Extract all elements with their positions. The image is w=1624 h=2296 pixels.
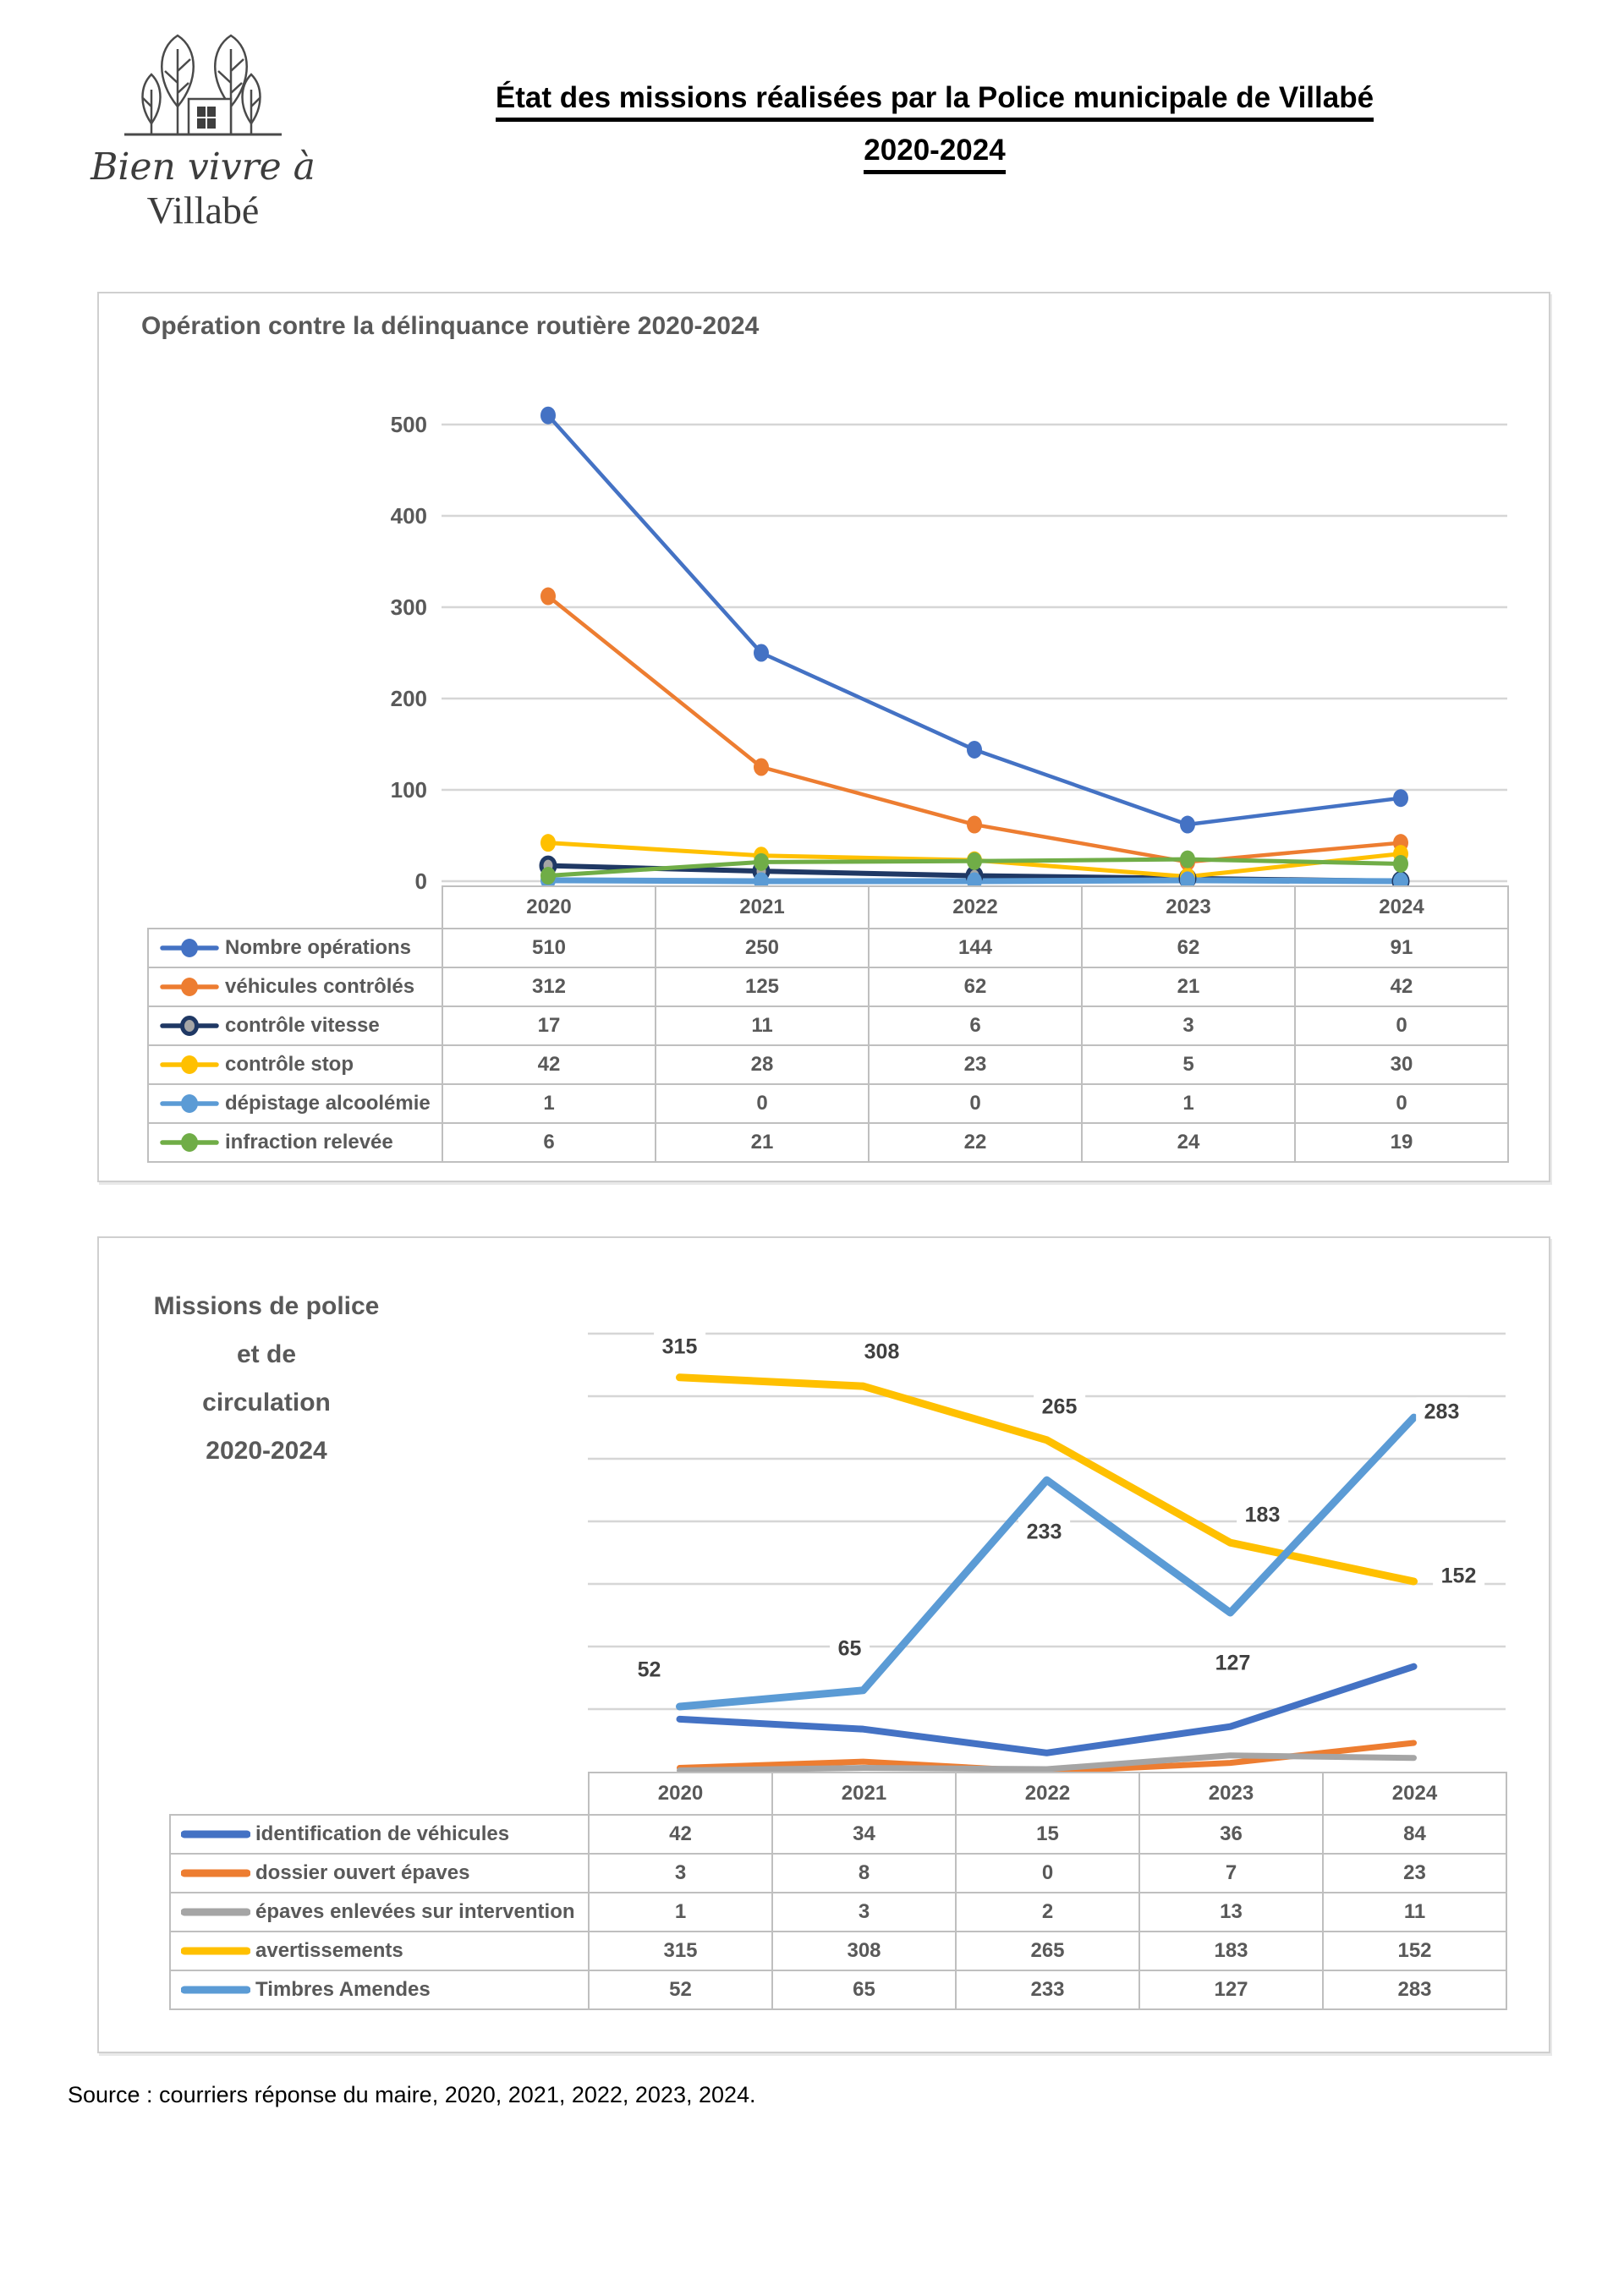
value-cell: 3: [1082, 1006, 1295, 1045]
villabe-logo: [72, 12, 343, 240]
table-row-3: [148, 1045, 1508, 1084]
value-cell: 42: [1295, 967, 1508, 1006]
value-cell: 13: [1139, 1893, 1323, 1932]
legend-label: avertissements: [255, 1939, 403, 1962]
value-cell: 91: [1295, 929, 1508, 967]
value-cell: 7: [1139, 1854, 1323, 1893]
data-point-label: 308: [856, 1338, 908, 1367]
source-note: Source : courriers réponse du maire, 2020, 2021, 2022, 2023, 2024.: [68, 2082, 756, 2107]
legend-item: [149, 1053, 442, 1077]
year-label: 2021: [656, 886, 869, 929]
y-axis-tick-label: 200: [390, 686, 427, 711]
legend-item: [171, 1900, 588, 1924]
value-cell: 17: [442, 1006, 656, 1045]
chart-card-missions: [97, 1236, 1550, 2053]
value-cell: 510: [442, 929, 656, 967]
value-cell: 0: [1295, 1006, 1508, 1045]
table-row-1: [148, 967, 1508, 1006]
legend-label: infraction relevée: [225, 1131, 393, 1153]
value-cell: 21: [656, 1123, 869, 1162]
legend-swatch-icon: [181, 1823, 250, 1845]
legend-label: épaves enlevées sur intervention: [255, 1900, 575, 1923]
y-axis-tick-label: 400: [390, 503, 427, 529]
value-cell: 1: [1082, 1084, 1295, 1123]
chart1-data-table: [147, 885, 1509, 1163]
value-cell: 125: [656, 967, 869, 1006]
value-cell: 8: [772, 1854, 956, 1893]
value-cell: 250: [656, 929, 869, 967]
legend-item: [171, 1822, 588, 1846]
data-point-label: 127: [1207, 1648, 1259, 1678]
value-cell: 24: [1082, 1123, 1295, 1162]
value-cell: 6: [442, 1123, 656, 1162]
chart2-title-line: Missions de police: [153, 1292, 380, 1320]
value-cell: 1: [442, 1084, 656, 1123]
legend-swatch-icon: [159, 937, 220, 959]
value-cell: 312: [442, 967, 656, 1006]
year-label: 2023: [1082, 886, 1295, 929]
legend-item: [149, 975, 442, 999]
year-label: 2022: [956, 1773, 1139, 1815]
data-point-label: 265: [1034, 1392, 1086, 1422]
value-cell: 2: [956, 1893, 1139, 1932]
table-row-1: [170, 1854, 1506, 1893]
legend-swatch-icon: [159, 1054, 220, 1076]
data-point-label: 233: [1018, 1518, 1071, 1548]
logo-text-line1: Bien vivre à: [91, 145, 315, 189]
data-point-marker: [540, 588, 556, 606]
table-row-4: [170, 1970, 1506, 2009]
legend-item: [171, 1861, 588, 1885]
legend-item: [149, 1014, 442, 1038]
legend-item: [171, 1939, 588, 1963]
data-point-label: 65: [830, 1634, 870, 1663]
value-cell: 65: [772, 1970, 956, 2009]
value-cell: 0: [869, 1084, 1082, 1123]
year-label: 2024: [1323, 1773, 1506, 1815]
series-line-0: [548, 415, 1401, 825]
table-row-4: [148, 1084, 1508, 1123]
value-cell: 3: [772, 1893, 956, 1932]
table-row-0: [170, 1815, 1506, 1854]
data-point-marker: [1393, 789, 1408, 807]
value-cell: 152: [1323, 1932, 1506, 1970]
data-point-marker: [967, 741, 982, 759]
y-axis-tick-label: 100: [390, 777, 427, 803]
page-title-line1: État des missions réalisées par la Police municipale de Villabé: [496, 83, 1374, 122]
year-label: 2020: [589, 1773, 772, 1815]
value-cell: 42: [442, 1045, 656, 1084]
chart2-data-table: [169, 1772, 1507, 2010]
chart2-title-line: et de: [236, 1340, 297, 1368]
legend-item: [171, 1978, 588, 2002]
value-cell: 265: [956, 1932, 1139, 1970]
value-cell: 28: [656, 1045, 869, 1084]
value-cell: 0: [656, 1084, 869, 1123]
value-cell: 233: [956, 1970, 1139, 2009]
value-cell: 23: [869, 1045, 1082, 1084]
value-cell: 23: [1323, 1854, 1506, 1893]
value-cell: 127: [1139, 1970, 1323, 2009]
data-point-marker: [754, 853, 769, 871]
year-header-row: [148, 886, 1508, 929]
value-cell: 0: [956, 1854, 1139, 1893]
legend-label: dossier ouvert épaves: [255, 1861, 470, 1884]
value-cell: 3: [589, 1854, 772, 1893]
legend-label: Timbres Amendes: [255, 1978, 431, 2001]
legend-label: dépistage alcoolémie: [225, 1092, 431, 1115]
legend-swatch-icon: [159, 1132, 220, 1153]
legend-label: Nombre opérations: [225, 936, 412, 959]
page-title: [347, 83, 1522, 174]
logo-graphic: [72, 12, 343, 240]
legend-swatch-icon: [181, 1940, 250, 1962]
data-point-marker: [540, 407, 556, 425]
data-point-label: 52: [629, 1655, 670, 1685]
chart2-title-line: 2020-2024: [206, 1437, 327, 1465]
value-cell: 308: [772, 1932, 956, 1970]
value-cell: 19: [1295, 1123, 1508, 1162]
data-point-label: 152: [1433, 1561, 1485, 1591]
legend-swatch-icon: [181, 1979, 250, 2001]
table-row-2: [170, 1893, 1506, 1932]
value-cell: 6: [869, 1006, 1082, 1045]
value-cell: 183: [1139, 1932, 1323, 1970]
data-point-marker: [754, 644, 769, 662]
value-cell: 84: [1323, 1815, 1506, 1854]
legend-swatch-icon: [159, 1093, 220, 1115]
value-cell: 34: [772, 1815, 956, 1854]
value-cell: 36: [1139, 1815, 1323, 1854]
table-row-5: [148, 1123, 1508, 1162]
legend-label: contrôle stop: [225, 1053, 354, 1076]
data-point-marker: [1180, 851, 1195, 869]
legend-swatch-icon: [159, 976, 220, 998]
y-axis-tick-label: 300: [390, 595, 427, 620]
value-cell: 283: [1323, 1970, 1506, 2009]
legend-item: [149, 936, 442, 960]
y-axis-tick-label: 500: [390, 412, 427, 437]
data-point-label: 283: [1416, 1398, 1468, 1427]
value-cell: 11: [656, 1006, 869, 1045]
value-cell: 22: [869, 1123, 1082, 1162]
value-cell: 21: [1082, 967, 1295, 1006]
logo-text-line2: Villabé: [146, 189, 260, 232]
value-cell: 0: [1295, 1084, 1508, 1123]
legend-swatch-icon: [159, 1015, 220, 1037]
value-cell: 62: [869, 967, 1082, 1006]
legend-label: identification de véhicules: [255, 1822, 510, 1845]
table-row-3: [170, 1932, 1506, 1970]
chart-card-delinquance: [97, 292, 1550, 1182]
data-point-marker: [967, 816, 982, 834]
data-point-label: 183: [1237, 1501, 1289, 1531]
year-label: 2024: [1295, 886, 1508, 929]
year-header-row: [170, 1773, 1506, 1815]
chart1-title: Opération contre la délinquance routière 2020-2024: [141, 312, 760, 340]
page-title-line2: 2020-2024: [864, 135, 1005, 174]
y-axis-tick-label: 0: [414, 869, 427, 894]
value-cell: 15: [956, 1815, 1139, 1854]
chart2-title-line: circulation: [202, 1389, 331, 1417]
year-label: 2020: [442, 886, 656, 929]
table-row-0: [148, 929, 1508, 967]
value-cell: 52: [589, 1970, 772, 2009]
data-point-marker: [540, 867, 556, 885]
legend-label: véhicules contrôlés: [225, 975, 415, 998]
data-point-label: 315: [654, 1332, 706, 1362]
legend-item: [149, 1131, 442, 1154]
year-label: 2021: [772, 1773, 956, 1815]
legend-label: contrôle vitesse: [225, 1014, 380, 1037]
value-cell: 5: [1082, 1045, 1295, 1084]
legend-item: [149, 1092, 442, 1115]
data-point-marker: [1393, 855, 1408, 873]
year-label: 2022: [869, 886, 1082, 929]
value-cell: 1: [589, 1893, 772, 1932]
year-label: 2023: [1139, 1773, 1323, 1815]
value-cell: 315: [589, 1932, 772, 1970]
data-point-marker: [967, 852, 982, 870]
legend-swatch-icon: [181, 1862, 250, 1884]
data-point-marker: [1180, 816, 1195, 834]
value-cell: 42: [589, 1815, 772, 1854]
data-point-marker: [754, 759, 769, 776]
value-cell: 11: [1323, 1893, 1506, 1932]
legend-swatch-icon: [181, 1901, 250, 1923]
value-cell: 30: [1295, 1045, 1508, 1084]
value-cell: 144: [869, 929, 1082, 967]
table-row-2: [148, 1006, 1508, 1045]
value-cell: 62: [1082, 929, 1295, 967]
data-point-marker: [540, 834, 556, 852]
